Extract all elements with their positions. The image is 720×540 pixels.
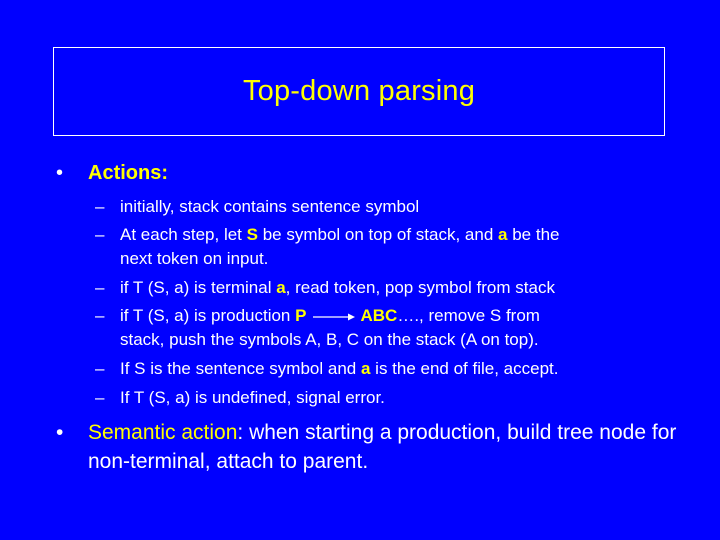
bullet-dot: • <box>56 421 64 444</box>
dash: – <box>95 306 105 325</box>
action-item-5-text <box>120 357 559 381</box>
bullet-dot: • <box>56 162 64 184</box>
slide-title: Top-down parsing <box>242 75 476 107</box>
semantic-action-label: Semantic action <box>88 421 238 444</box>
dash: – <box>95 359 105 378</box>
action-item-4-text <box>120 304 540 352</box>
text-segment: stack, push the symbols A, B, C on the stack (A on top). <box>120 330 539 349</box>
dash: – <box>95 225 105 244</box>
text-segment: …., remove S from <box>397 306 540 325</box>
token-a: a <box>360 359 371 378</box>
text-segment: if T (S, a) is production <box>120 306 296 325</box>
action-item-1-text: initially, stack contains sentence symbol <box>120 197 420 216</box>
text-segment: next token on input. <box>120 249 269 268</box>
text-segment: be the <box>507 225 560 244</box>
dash: – <box>95 197 105 216</box>
symbol-P: P <box>295 306 307 325</box>
text-segment: be symbol on top of stack, and <box>257 225 499 244</box>
text-segment: if T (S, a) is terminal <box>120 278 277 297</box>
dash: – <box>95 278 105 297</box>
symbols-ABC: ABC <box>360 306 398 325</box>
text-segment: At each step, let <box>120 225 247 244</box>
bullet-semantic-action-text <box>88 418 688 476</box>
text-segment: is the end of file, accept. <box>370 359 559 378</box>
symbol-S: S <box>246 225 258 244</box>
token-a: a <box>276 278 286 297</box>
action-item-3-text <box>120 276 555 300</box>
text-segment: , read token, pop symbol from stack <box>285 278 555 297</box>
text-segment: If S is the sentence symbol and <box>120 359 361 378</box>
text-segment: : when starting a production, build tree node for non-terminal, attach to parent. <box>88 421 677 473</box>
action-item-6-text: If T (S, a) is undefined, signal error. <box>120 388 385 407</box>
bullet-actions-label: Actions: <box>88 162 168 184</box>
title-box <box>53 47 665 136</box>
arrow-icon <box>312 312 356 322</box>
token-a: a <box>498 225 508 244</box>
action-item-2-text <box>120 223 559 271</box>
dash: – <box>95 388 105 407</box>
